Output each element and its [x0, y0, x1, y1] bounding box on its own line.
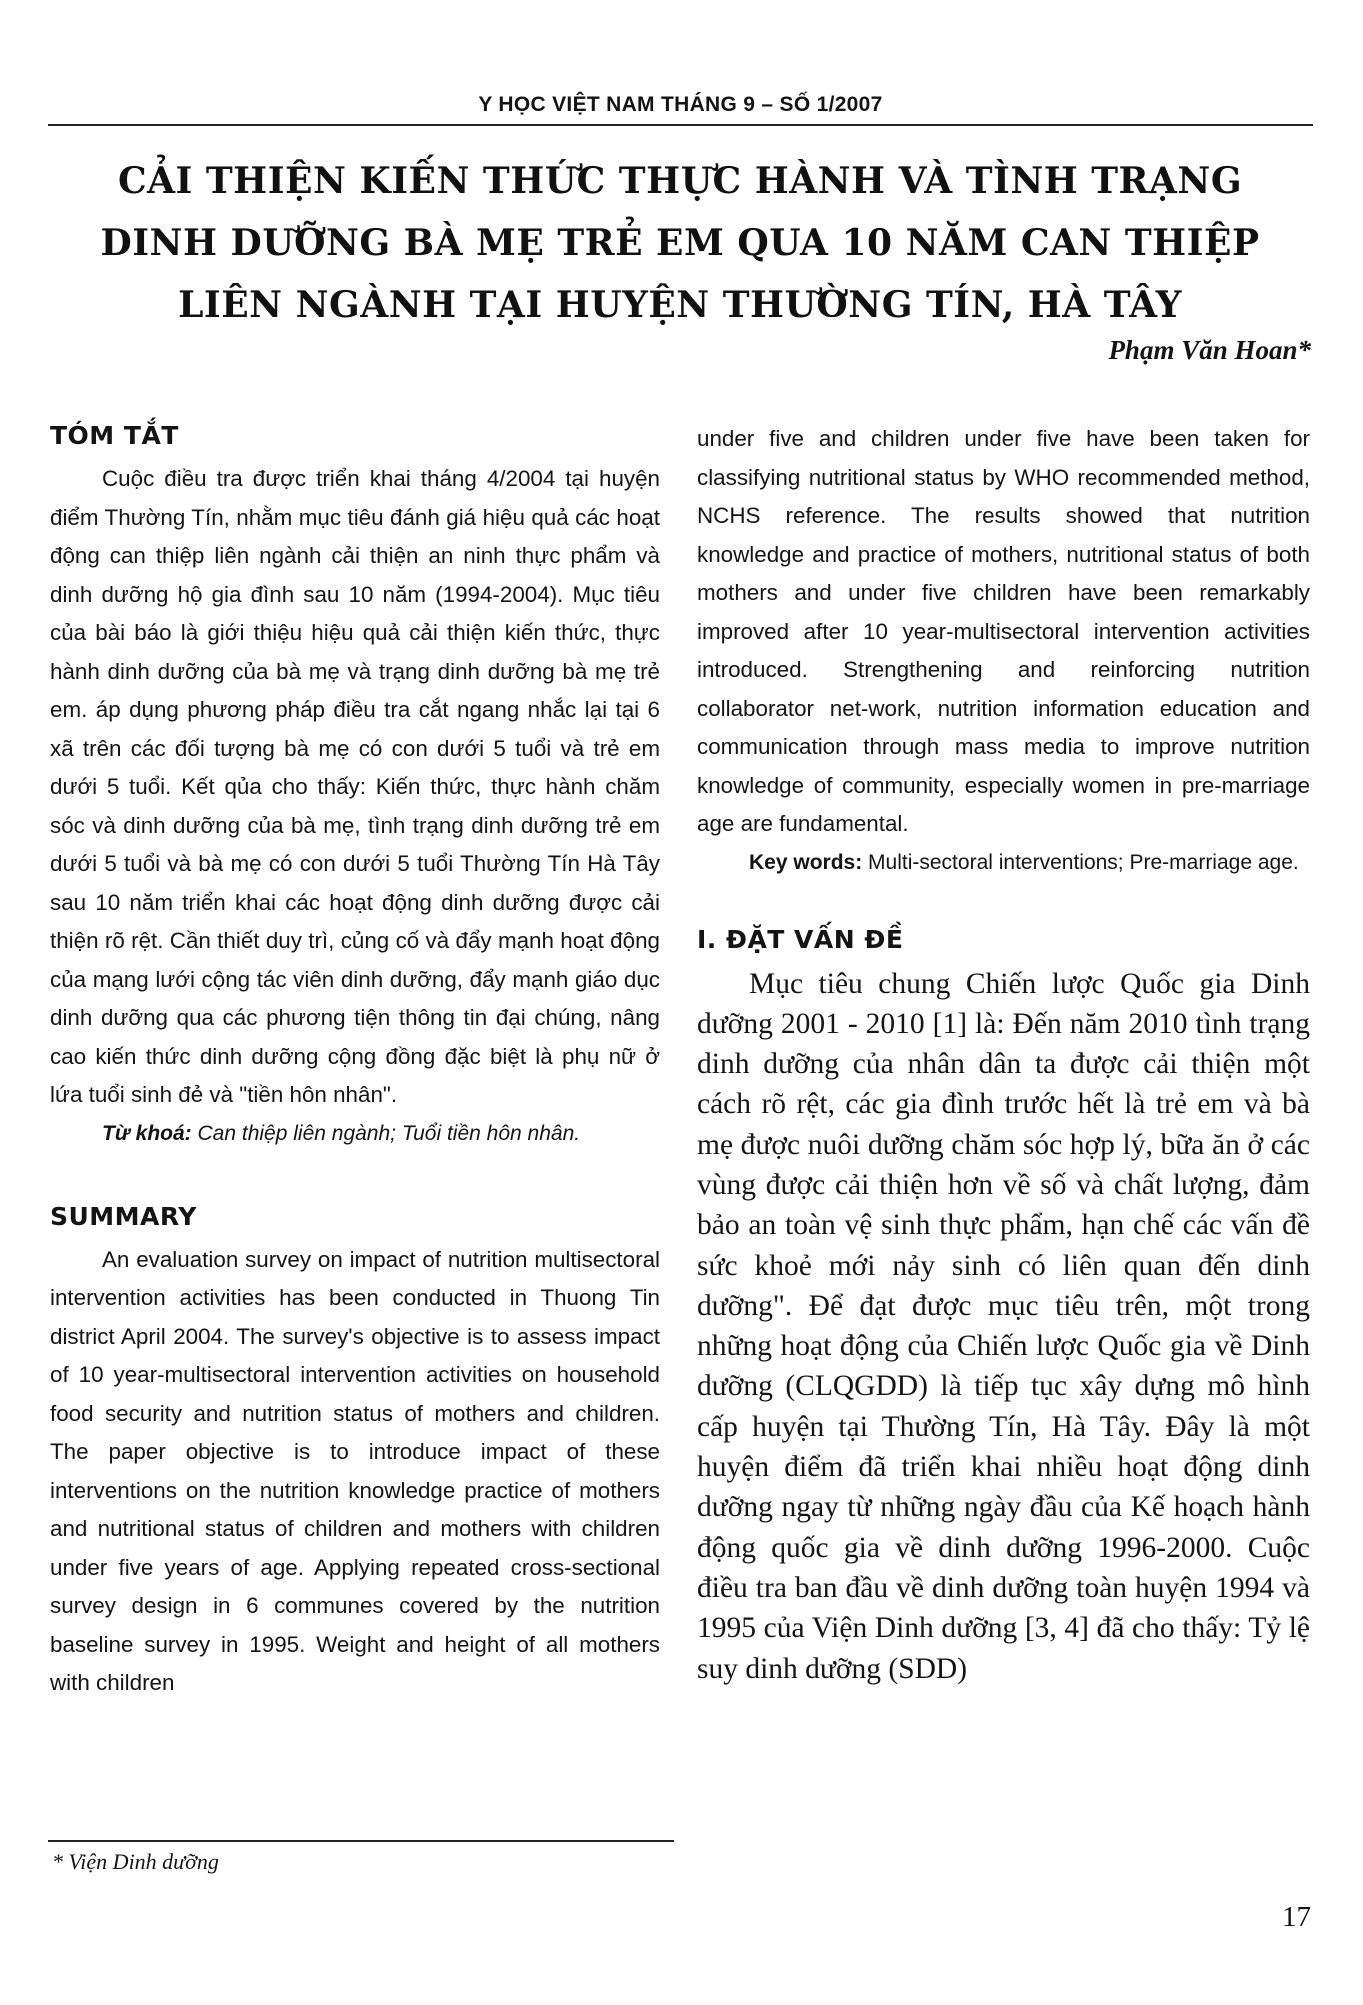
left-column — [50, 420, 660, 1703]
author: Phạm Văn Hoan* — [1108, 335, 1311, 365]
footnote: * Viện Dinh dưỡng — [52, 1849, 219, 1874]
summary-body: An evaluation survey on impact of nutrition multisectoral intervention activities has been conducted in Thuong Tin district April 2004. The survey's objective is to assess impact of 10 year-multisectoral intervention activities on household food security and nutrition status of mothers and children. The paper objective is to introduce impact of these interventions on the nutrition knowledge practice of mothers and nutritional status of children and mothers with children under five years of age. Applying repeated cross-sectional survey design in 6 communes covered by the nutrition baseline survey in 1995. Weight and height of all mothers with children — [50, 1246, 660, 1695]
title-line-1: CẢI THIỆN KIẾN THỨC THỰC HÀNH VÀ TÌNH TRẠNG — [117, 160, 1243, 202]
page-number: 17 — [1282, 1901, 1311, 1933]
right-column — [697, 420, 1310, 1689]
section-1-body: Mục tiêu chung Chiến lược Quốc gia Dinh dưỡng 2001 - 2010 [1] là: Đến năm 2010 tình trạng dinh dưỡng của nhân dân ta được cải thiện một cách rõ rệt, các gia đình trước hết là trẻ em và bà mẹ được nuôi dưỡng chăm sóc hợp lý, bữa ăn ở các vùng được cải thiện hơn về số và chất lượng, đảm bảo an toàn vệ sinh thực phẩm, hạn chế các vấn đề sức khoẻ mới nảy sinh có liên quan đến dinh dưỡng". Để đạt được mục tiêu trên, một trong những hoạt động của Chiến lược Quốc gia về Dinh dưỡng (CLQGDD) là tiếp tục xây dựng mô hình cấp huyện tại Thường Tín, Hà Tây. Đây là một huyện điểm đã triển khai nhiều hoạt động dinh dưỡng ngay từ những ngày đầu của Kế hoạch hành động quốc gia về dinh dưỡng 1996-2000. Cuộc điều tra ban đầu về dinh dưỡng toàn huyện 1994 và 1995 của Viện Dinh dưỡng [3, 4] đã cho thấy: Tỷ lệ suy dinh dưỡng (SDD) — [697, 967, 1310, 1685]
summary-keywords — [697, 844, 1310, 882]
summary-heading: SUMMARY — [50, 1201, 197, 1231]
tom-tat-body: Cuộc điều tra được triển khai tháng 4/2004 tại huyện điểm Thường Tín, nhằm mục tiêu đánh giá hiệu quả các hoạt động can thiệp liên ngành cải thiện an ninh thực phẩm và dinh dưỡng hộ gia đình sau 10 năm (1994-2004). Mục tiêu của bài báo là giới thiệu hiệu quả cải thiện kiến thức, thực hành dinh dưỡng của bà mẹ và trạng dinh dưỡng bà mẹ trẻ em. áp dụng phương pháp điều tra cắt ngang nhắc lại tại 6 xã trên các đối tượng bà mẹ có con dưới 5 tuổi và trẻ em dưới 5 tuổi. Kết qủa cho thấy: Kiến thức, thực hành chăm sóc và dinh dưỡng của bà mẹ, tình trạng dinh dưỡng trẻ em dưới 5 tuổi và bà mẹ có con dưới 5 tuổi Thường Tín Hà Tây sau 10 năm triển khai các hoạt động dinh dưỡng được cải thiện rõ rệt. Cần thiết duy trì, củng cố và đẩy mạnh hoạt động của mạng lưới cộng tác viên dinh dưỡng, đẩy mạnh giáo dục dinh dưỡng qua các phương tiện thông tin đại chúng, nâng cao kiến thức dinh dưỡng cộng đồng đặc biệt là phụ nữ ở lứa tuổi sinh đẻ và "tiền hôn nhân". — [50, 466, 660, 1107]
footnote-rule — [48, 1840, 674, 1842]
article-title — [60, 150, 1300, 336]
running-header: Y HỌC VIỆT NAM THÁNG 9 – SỐ 1/2007 — [478, 93, 883, 116]
section-1-heading: I. ĐẶT VẤN ĐỀ — [697, 924, 904, 954]
tom-tat-keywords — [50, 1115, 660, 1153]
summary-keywords-label: Key words: — [749, 850, 863, 874]
tom-tat-keywords-text: Can thiệp liên ngành; Tuổi tiền hôn nhân. — [197, 1121, 581, 1145]
tom-tat-heading: TÓM TẮT — [50, 421, 179, 450]
summary-keywords-text: Multi-sectoral interventions; Pre-marriage age. — [868, 850, 1299, 874]
summary-body-continued: under five and children under five have been taken for classifying nutritional status by WHO recommended method, NCHS reference. The results showed that nutrition knowledge and practice of mothers, nutritional status of both mothers and under five children have been remarkably improved after 10 year-multisectoral intervention activities introduced. Strengthening and reinforcing nutrition collaborator net-work, nutrition information education and communication through mass media to improve nutrition knowledge of community, especially women in pre-marriage age are fundamental. — [697, 426, 1310, 836]
title-line-3: LIÊN NGÀNH TẠI HUYỆN THƯỜNG TÍN, HÀ TÂY — [178, 284, 1182, 326]
title-line-2: DINH DƯỠNG BÀ MẸ TRẺ EM QUA 10 NĂM CAN THIỆP — [100, 222, 1260, 264]
header-rule — [48, 124, 1313, 126]
tom-tat-keywords-label: Từ khoá: — [102, 1121, 192, 1145]
